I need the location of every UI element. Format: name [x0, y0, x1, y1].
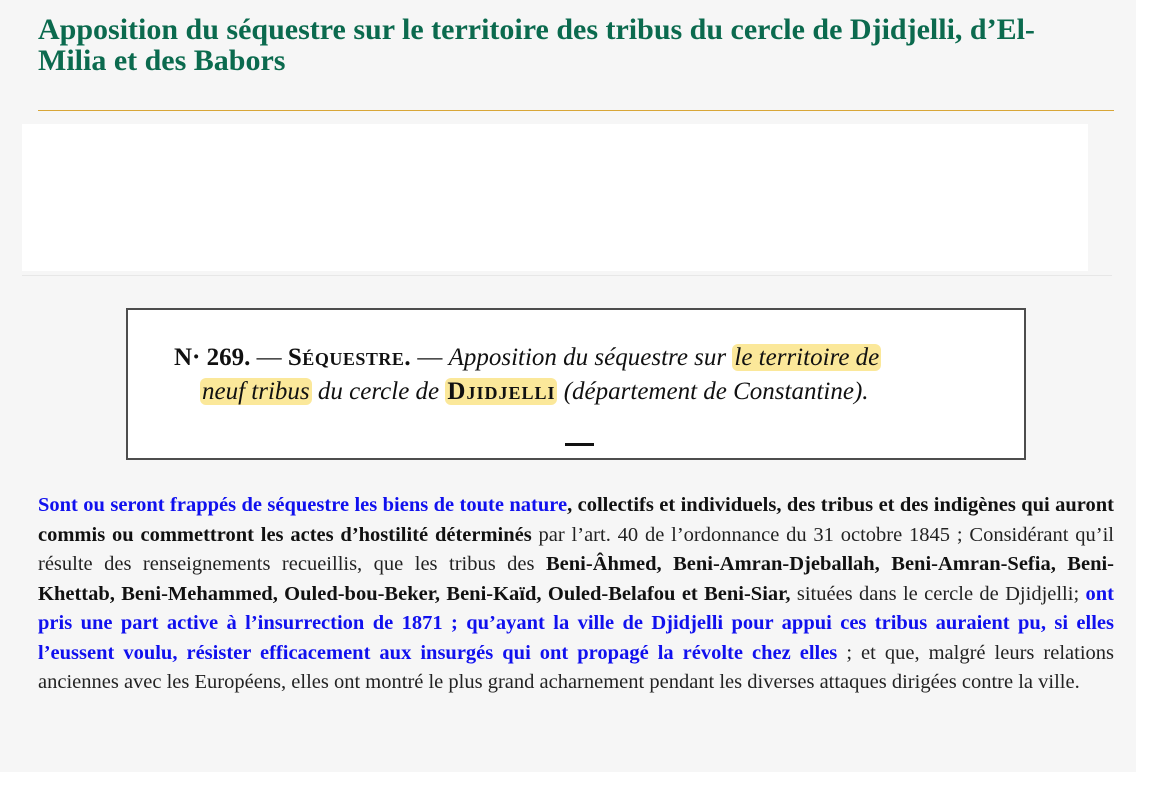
scan-highlight: le territoire de: [734, 344, 880, 371]
article-title: Apposition du séquestre sur le territoire des tribus du cercle de Djidjelli, d’El-Milia et des Babors: [38, 13, 1035, 77]
scanned-decree-image: [126, 308, 1026, 460]
scan-dash: —: [411, 344, 449, 371]
emphasis-blue-text: Sont ou seront frappés de séquestre les biens de toute nature: [38, 494, 568, 516]
bold-text: , collectifs et individuels, des tribus et des indigènes qui auront commis ou commettront les actes d’hostilité déterminés: [38, 494, 1114, 546]
plain-text: situées dans le cercle de Djidjelli;: [790, 582, 1086, 605]
scan-dash: —: [250, 344, 288, 371]
title-divider: [38, 110, 1114, 111]
scan-city-highlight: Djidjelli: [447, 378, 556, 405]
blank-image-area: [22, 124, 1088, 271]
plain-text: par l’art. 40 de l’ordonnance du 31 octobre 1845 ; Considérant qu’il résulte des renseignements recueillis, que les tribus des: [38, 523, 1114, 575]
scan-italic-text: (département de Constantine).: [557, 378, 869, 405]
tribe-names: Beni-Âhmed, Beni-Amran-Djeballah, Beni-Amran-Sefia, Beni-Khettab, Beni-Mehammed, Ouled-bou-Beker, Beni-Kaïd, Ouled-Belafou et Beni-Siar,: [38, 553, 1114, 605]
scan-italic-text: Apposition du séquestre sur: [448, 344, 733, 371]
scan-closing-dash: [565, 443, 594, 446]
scan-highlight: neuf tribus: [202, 378, 310, 405]
scan-line-1: [174, 343, 881, 373]
plain-text: ; et que, malgré leurs relations anciennes avec les Européens, elles ont montré le plus grand acharnement pendant les diverses attaques dirigées contre la ville.: [38, 641, 1114, 693]
blank-area-divider: [22, 275, 1112, 276]
scan-italic-text: du cercle de: [311, 378, 446, 405]
scan-sequestre-heading: Séquestre.: [287, 344, 412, 371]
scan-decree-number: N· 269.: [174, 344, 251, 371]
emphasis-blue-text: ont pris une part active à l’insurrection de 1871 ; qu’ayant la ville de Djidjelli pour appui ces tribus auraient pu, si elles l’eussent voulu, résister efficacement aux insurgés qui ont propagé la révolte chez elles: [38, 582, 1114, 664]
scan-line-2: [200, 377, 869, 407]
article-paragraph: [38, 491, 1114, 698]
